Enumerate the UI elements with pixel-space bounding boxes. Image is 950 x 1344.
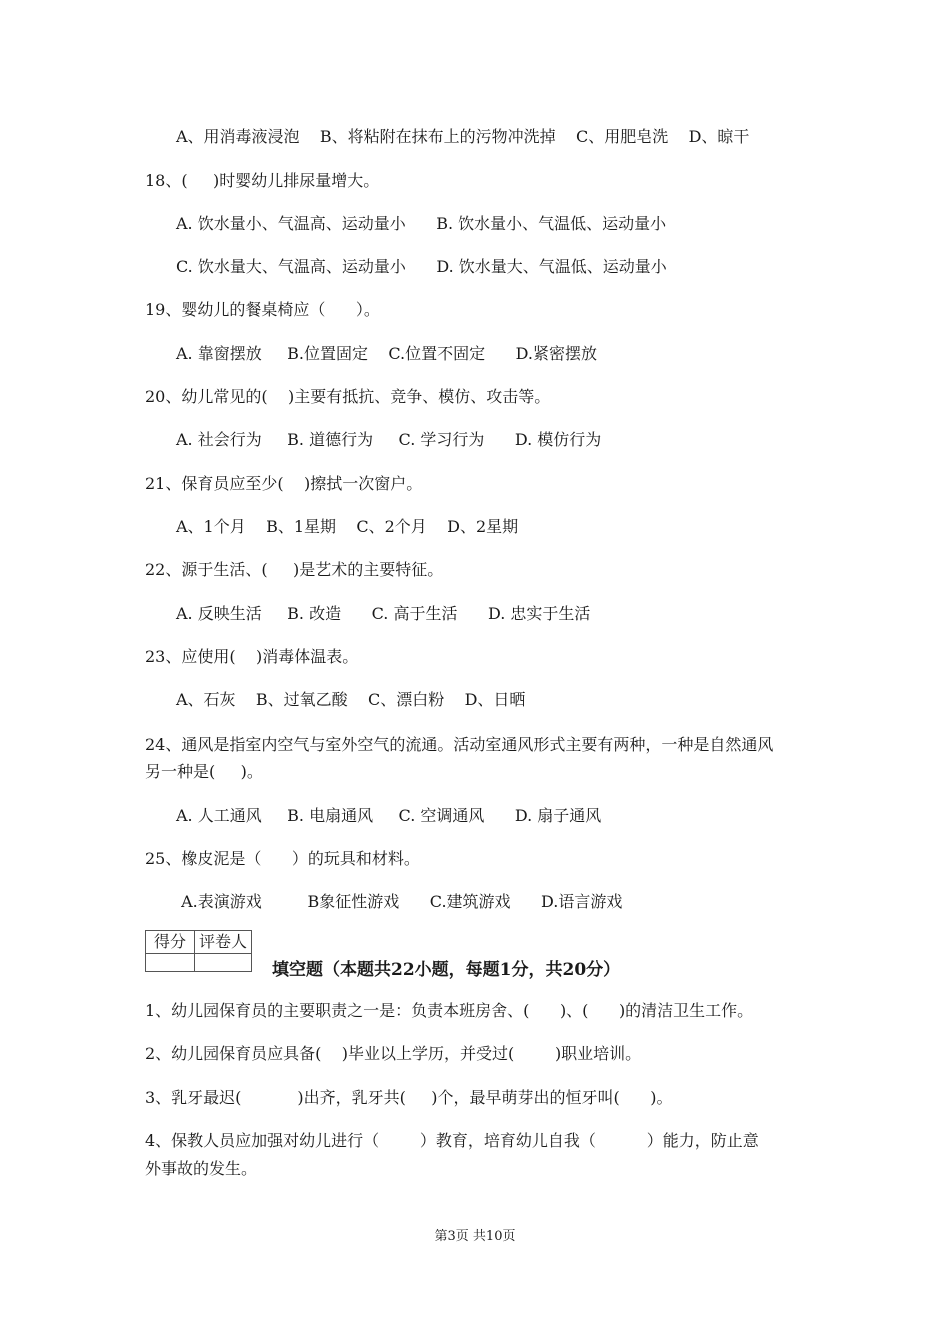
line-17: 25、橡皮泥是（ ）的玩具和材料。 <box>145 849 420 868</box>
line-8: 21、保育员应至少( )擦拭一次窗户。 <box>145 474 423 493</box>
grader-label: 评卷人 <box>195 931 252 954</box>
line-9: A、1个月 B、1星期 C、2个月 D、2星期 <box>176 517 519 536</box>
score-cell <box>146 954 195 972</box>
line-23: 外事故的发生。 <box>145 1159 258 1178</box>
line-20: 2、幼儿园保育员应具备( )毕业以上学历，并受过( )职业培训。 <box>145 1044 642 1063</box>
line-5: A. 靠窗摆放 B.位置固定 C.位置不固定 D.紧密摆放 <box>176 344 597 363</box>
line-21: 3、乳牙最迟( )出齐，乳牙共( )个，最早萌芽出的恒牙叫( )。 <box>145 1088 673 1107</box>
line-15: 另一种是( )。 <box>145 762 263 781</box>
line-11: A. 反映生活 B. 改造 C. 高于生活 D. 忠实于生活 <box>176 604 591 623</box>
line-2: A. 饮水量小、气温高、运动量小 B. 饮水量小、气温低、运动量小 <box>176 214 667 233</box>
line-4: 19、婴幼儿的餐桌椅应（ ）。 <box>145 300 380 319</box>
line-22: 4、保教人员应加强对幼儿进行（ ）教育，培育幼儿自我（ ）能力，防止意 <box>145 1131 759 1150</box>
score-label: 得分 <box>146 931 195 954</box>
score-table <box>145 930 252 972</box>
line-7: A. 社会行为 B. 道德行为 C. 学习行为 D. 模仿行为 <box>176 430 602 449</box>
line-0: A、用消毒液浸泡 B、将粘附在抹布上的污物冲洗掉 C、用肥皂洗 D、晾干 <box>176 127 750 146</box>
line-13: A、石灰 B、过氧乙酸 C、漂白粉 D、日晒 <box>176 690 526 709</box>
line-6: 20、幼儿常见的( )主要有抵抗、竞争、模仿、攻击等。 <box>145 387 551 406</box>
line-3: C. 饮水量大、气温高、运动量小 D. 饮水量大、气温低、运动量小 <box>176 257 667 276</box>
page-footer: 第3页 共10页 <box>434 1229 516 1244</box>
section-title: 填空题（本题共22小题，每题1分，共20分） <box>272 960 621 980</box>
line-10: 22、源于生活、( )是艺术的主要特征。 <box>145 560 444 579</box>
grader-cell <box>195 954 252 972</box>
line-16: A. 人工通风 B. 电扇通风 C. 空调通风 D. 扇子通风 <box>176 806 602 825</box>
line-1: 18、( )时婴幼儿排尿量增大。 <box>145 171 380 190</box>
line-19: 1、幼儿园保育员的主要职责之一是：负责本班房舍、( )、( )的清洁卫生工作。 <box>145 1001 754 1020</box>
line-12: 23、应使用( )消毒体温表。 <box>145 647 359 666</box>
line-14: 24、通风是指室内空气与室外空气的流通。活动室通风形式主要有两种，一种是自然通风 <box>145 735 774 754</box>
line-18: A.表演游戏 B象征性游戏 C.建筑游戏 D.语言游戏 <box>176 892 623 911</box>
